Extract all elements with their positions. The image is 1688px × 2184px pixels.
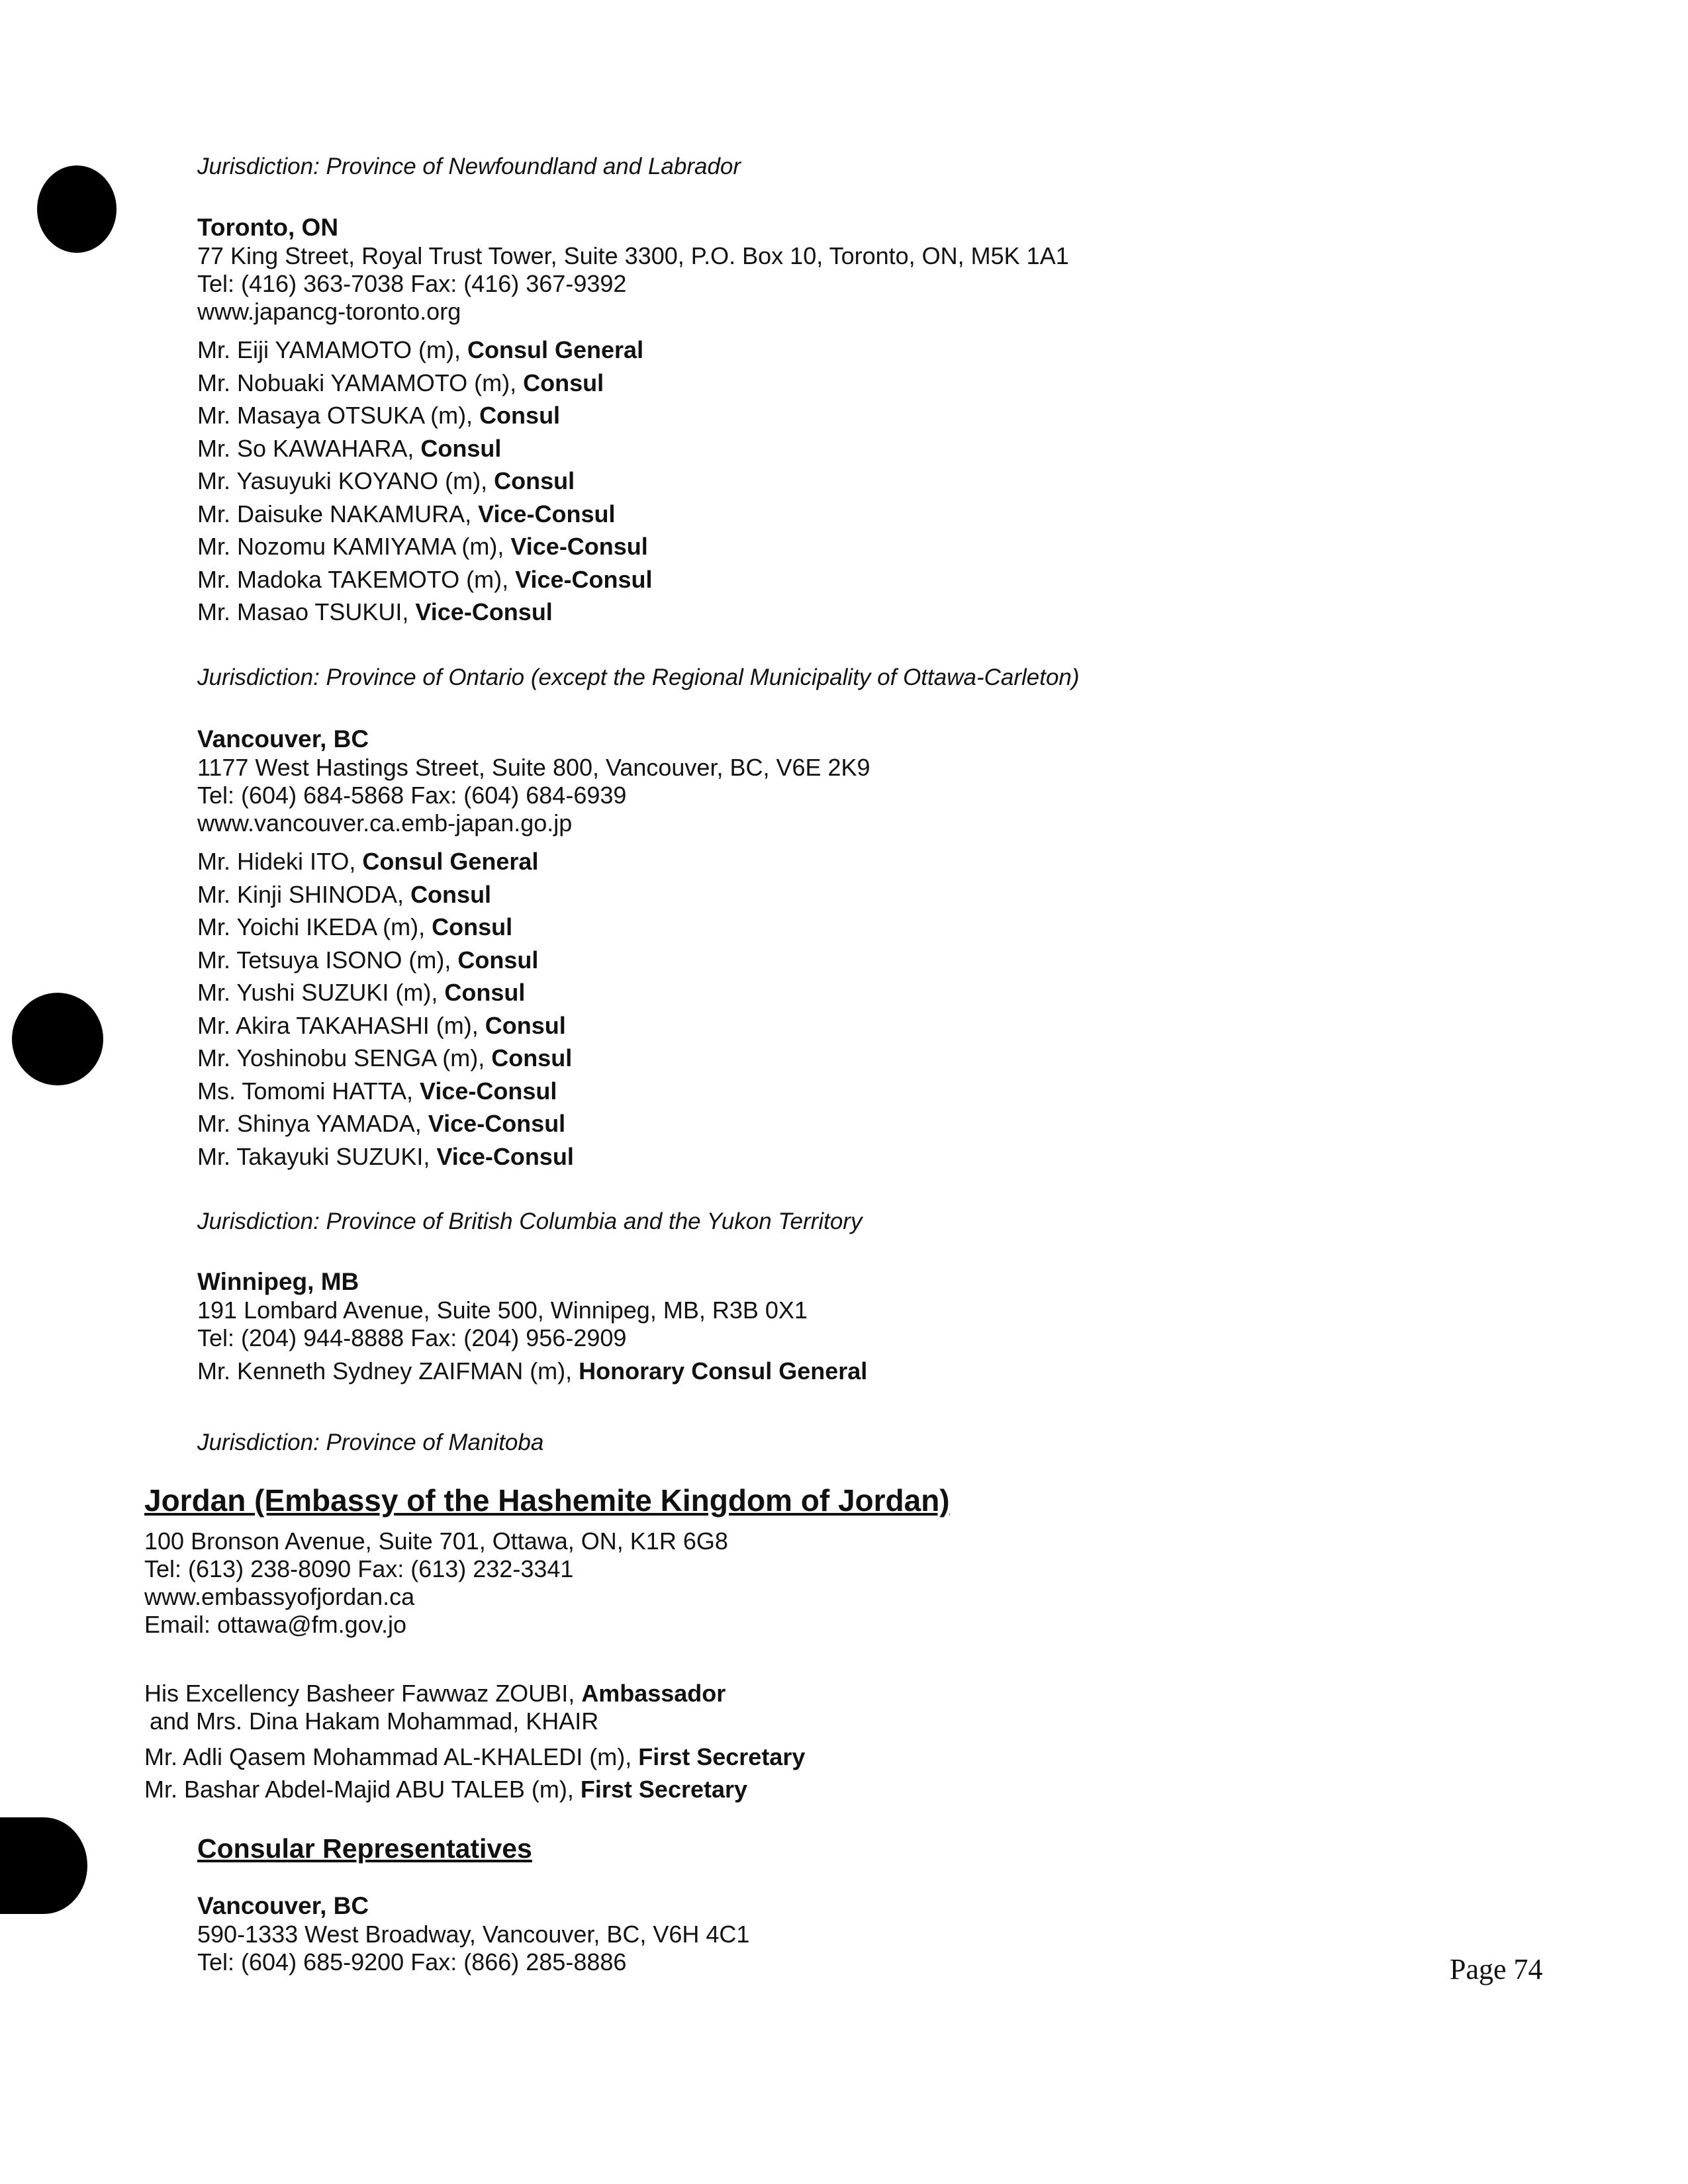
- person-entry: Mr. Yoichi IKEDA (m), Consul: [197, 913, 513, 940]
- website-link[interactable]: www.japancg-toronto.org: [197, 298, 461, 325]
- city-heading: Vancouver, BC: [197, 725, 369, 752]
- person-entry: Mr. Tetsuya ISONO (m), Consul: [197, 946, 539, 974]
- person-entry: Mr. Akira TAKAHASHI (m), Consul: [197, 1011, 566, 1039]
- spouse-entry: and Mrs. Dina Hakam Mohammad, KHAIR: [150, 1707, 599, 1735]
- person-entry: Mr. Adli Qasem Mohammad AL-KHALEDI (m), First Secretary: [144, 1743, 806, 1770]
- person-entry: Mr. Hideki ITO, Consul General: [197, 848, 539, 875]
- person-entry: Mr. Shinya YAMADA, Vice-Consul: [197, 1110, 566, 1137]
- person-entry: Mr. Yasuyuki KOYANO (m), Consul: [197, 467, 575, 494]
- person-entry: Mr. Bashar Abdel-Majid ABU TALEB (m), First Secretary: [144, 1776, 748, 1803]
- winnipeg-section: [197, 1267, 1455, 1388]
- person-entry: Mr. Kenneth Sydney ZAIFMAN (m), Honorary Consul General: [197, 1357, 868, 1385]
- person-entry: Mr. Nobuaki YAMAMOTO (m), Consul: [197, 369, 604, 396]
- person-entry: Mr. Kinji SHINODA, Consul: [197, 880, 492, 908]
- person-entry: Mr. Daisuke NAKAMURA, Vice-Consul: [197, 500, 616, 527]
- person-entry: Ms. Tomomi HATTA, Vice-Consul: [197, 1077, 557, 1105]
- person-entry: Mr. Madoka TAKEMOTO (m), Vice-Consul: [197, 565, 653, 593]
- punch-hole-middle: [12, 993, 103, 1085]
- toronto-section: [197, 213, 1455, 629]
- jurisdiction-bc-yukon: Jurisdiction: Province of British Columbia and the Yukon Territory: [197, 1208, 863, 1234]
- phone-fax: Tel: (416) 363-7038 Fax: (416) 367-9392: [197, 270, 627, 297]
- person-entry: Mr. Eiji YAMAMOTO (m), Consul General: [197, 336, 644, 363]
- consular-representatives-heading: Consular Representatives: [197, 1833, 532, 1864]
- ambassador-entry: His Excellency Basheer Fawwaz ZOUBI, Ambassador: [144, 1680, 726, 1707]
- jordan-consular-vancouver: [197, 1891, 1455, 1976]
- phone-fax: Tel: (604) 684-5868 Fax: (604) 684-6939: [197, 782, 627, 809]
- phone-fax: Tel: (604) 685-9200 Fax: (866) 285-8886: [197, 1948, 627, 1976]
- website-link[interactable]: www.vancouver.ca.emb-japan.go.jp: [197, 809, 573, 837]
- person-entry: Mr. Nozomu KAMIYAMA (m), Vice-Consul: [197, 533, 648, 560]
- city-heading: Toronto, ON: [197, 214, 339, 241]
- email-link[interactable]: Email: ottawa@fm.gov.jo: [144, 1611, 407, 1638]
- jordan-staff: [144, 1680, 1203, 1805]
- jordan-contact: [144, 1527, 1203, 1639]
- vancouver-section: [197, 725, 1455, 1173]
- page-number: Page 74: [1450, 1953, 1543, 1985]
- city-heading: Winnipeg, MB: [197, 1268, 359, 1295]
- person-entry: Mr. Takayuki SUZUKI, Vice-Consul: [197, 1142, 574, 1170]
- address: 590-1333 West Broadway, Vancouver, BC, V6H 4C1: [197, 1921, 750, 1948]
- jurisdiction-manitoba: Jurisdiction: Province of Manitoba: [197, 1430, 544, 1455]
- address: 1177 West Hastings Street, Suite 800, Vancouver, BC, V6E 2K9: [197, 754, 870, 781]
- person-entry: Mr. So KAWAHARA, Consul: [197, 434, 502, 462]
- country-heading-jordan: Jordan (Embassy of the Hashemite Kingdom of Jordan): [144, 1483, 950, 1518]
- person-entry: Mr. Masao TSUKUI, Vice-Consul: [197, 598, 553, 625]
- people-list: [197, 1355, 1455, 1388]
- punch-hole-bottom: [0, 1817, 87, 1914]
- person-entry: Mr. Yoshinobu SENGA (m), Consul: [197, 1044, 573, 1071]
- phone-fax: Tel: (204) 944-8888 Fax: (204) 956-2909: [197, 1324, 627, 1351]
- people-list: [197, 845, 1455, 1173]
- address: 77 King Street, Royal Trust Tower, Suite 3300, P.O. Box 10, Toronto, ON, M5K 1A1: [197, 242, 1069, 269]
- city-heading: Vancouver, BC: [197, 1892, 369, 1919]
- jurisdiction-newfoundland: Jurisdiction: Province of Newfoundland and Labrador: [197, 154, 741, 179]
- punch-hole-top: [37, 165, 117, 253]
- person-entry: Mr. Masaya OTSUKA (m), Consul: [197, 402, 561, 429]
- address: 100 Bronson Avenue, Suite 701, Ottawa, ON, K1R 6G8: [144, 1527, 728, 1555]
- address: 191 Lombard Avenue, Suite 500, Winnipeg, MB, R3B 0X1: [197, 1297, 808, 1324]
- people-list: [197, 334, 1455, 629]
- person-entry: Mr. Yushi SUZUKI (m), Consul: [197, 979, 526, 1006]
- phone-fax: Tel: (613) 238-8090 Fax: (613) 232-3341: [144, 1555, 574, 1582]
- website-link[interactable]: www.embassyofjordan.ca: [144, 1583, 415, 1610]
- jurisdiction-ontario: Jurisdiction: Province of Ontario (except the Regional Municipality of Ottawa-Carleton): [197, 664, 1080, 690]
